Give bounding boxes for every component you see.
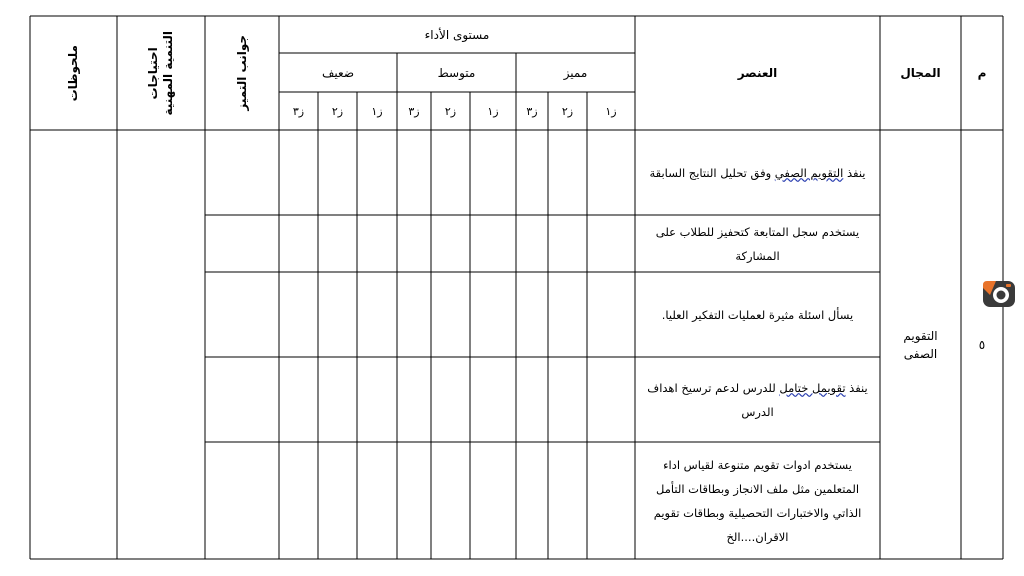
element-text-part: ينفذ	[843, 165, 866, 180]
sub-header	[279, 92, 318, 130]
element-text-part: يستخدم سجل المتابعة كتحفيز للطلاب على المشاركة	[655, 224, 860, 263]
level-weak	[279, 53, 397, 92]
level-average-label: متوسط	[437, 65, 476, 80]
header-needs-line2: التنمية المهنية	[161, 30, 175, 116]
sub-header-label: ز٢	[444, 104, 457, 118]
header-domain	[880, 16, 961, 130]
camera-badge-icon[interactable]	[980, 275, 1018, 313]
sub-header-label: ز٣	[408, 104, 420, 118]
element-text-part: وفق تحليل النتايج السابقة	[649, 165, 775, 180]
section-domain	[880, 130, 961, 559]
element-row	[635, 442, 880, 559]
section-domain-line2: الصفى	[903, 346, 938, 361]
header-notes-label: ملحوظات	[66, 44, 80, 102]
header-needs-line1: احتياجات	[146, 46, 160, 100]
element-text-underlined: التقويم الصفي	[774, 165, 844, 180]
header-notes	[30, 16, 117, 130]
sub-header-label: ز٢	[561, 104, 574, 118]
sub-header-label: ز٣	[292, 104, 305, 118]
sub-header	[357, 92, 397, 130]
level-excellent-label: مميز	[563, 65, 588, 80]
section-number	[961, 130, 1003, 559]
sub-header	[397, 92, 431, 130]
sub-header	[318, 92, 357, 130]
element-row	[635, 130, 880, 215]
element-text	[635, 453, 880, 549]
section-number-value: ٥	[978, 337, 986, 352]
sub-header-label: ز١	[371, 104, 383, 118]
level-excellent	[516, 53, 635, 92]
element-text	[635, 220, 880, 268]
sub-header	[470, 92, 516, 130]
header-performance-level	[279, 16, 635, 53]
element-text	[644, 161, 872, 185]
header-element-label: العنصر	[737, 66, 778, 80]
section-domain-label	[903, 327, 937, 363]
header-index-label: م	[977, 66, 987, 80]
element-text	[656, 303, 860, 327]
sub-header-label: ز٣	[526, 104, 538, 118]
sub-header	[516, 92, 548, 130]
header-performance-level-label: مستوى الأداء	[424, 27, 490, 42]
header-needs	[117, 16, 205, 130]
element-text-part: يسأل اسئلة مثيرة لعمليات التفكير العليا.	[661, 307, 854, 322]
level-weak-label: ضعيف	[321, 65, 355, 80]
header-domain-label: المجال	[900, 66, 941, 80]
header-excellence	[205, 16, 279, 130]
element-text	[635, 376, 880, 424]
element-row	[635, 357, 880, 442]
element-text-underlined: تقويمل ختامل	[779, 380, 846, 395]
element-row	[635, 215, 880, 272]
element-row	[635, 272, 880, 357]
header-element	[635, 16, 880, 130]
element-text-part: يستخدم ادوات تقويم متنوعة لقياس اداء المتعلمين مثل ملف الانجاز وبطاقات التأمل الذاتي والاختبارات التحصيلية وبطاقات تقويم الاقران....الخ	[653, 457, 862, 544]
section-domain-line1: التقويم	[903, 328, 938, 343]
header-excellence-label: جوانب التميز	[234, 35, 249, 111]
sub-header-label: ز١	[487, 104, 499, 118]
sub-header-label: ز١	[605, 104, 617, 118]
level-average	[397, 53, 516, 92]
header-index	[961, 16, 1003, 130]
header-needs-label	[146, 31, 176, 115]
sub-header	[548, 92, 587, 130]
element-text-part: للدرس لدعم ترسيخ اهداف الدرس	[647, 380, 780, 419]
element-text-part: ينفذ	[845, 380, 868, 395]
sub-header	[587, 92, 635, 130]
sub-header-label: ز٢	[331, 104, 344, 118]
sub-header	[431, 92, 470, 130]
